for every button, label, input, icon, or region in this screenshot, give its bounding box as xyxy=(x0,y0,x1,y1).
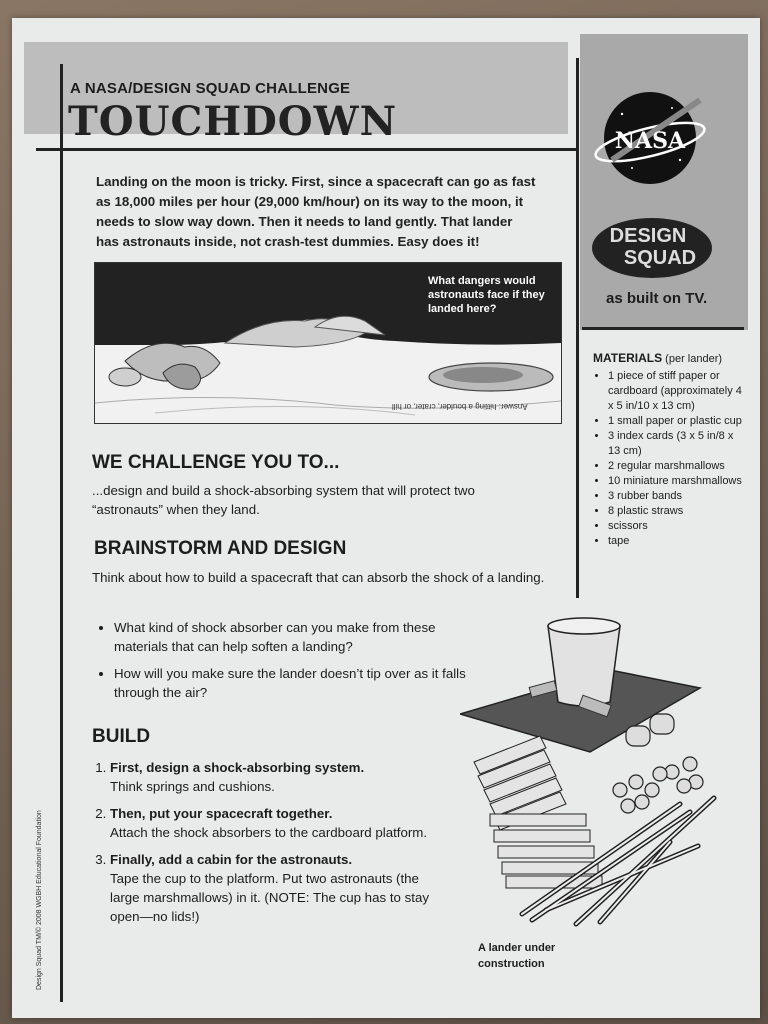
materials-item: • 8 plastic straws xyxy=(608,504,743,519)
build-step xyxy=(110,758,440,796)
nasa-logo xyxy=(592,90,712,186)
challenge-heading: WE CHALLENGE YOU TO... xyxy=(92,452,340,473)
column-rule xyxy=(576,58,579,598)
header-kicker: A NASA/DESIGN SQUAD CHALLENGE xyxy=(70,80,351,97)
materials-box xyxy=(593,351,743,549)
challenge-text: ...design and build a shock-absorbing system that will protect two “astronauts” when they land. xyxy=(92,483,475,517)
lander-caption: A lander under construction xyxy=(478,942,556,970)
design-squad-logo xyxy=(590,212,720,284)
left-rule xyxy=(60,64,63,1002)
list-item: • How will you make sure the lander doesn’t tip over as it falls through the air? xyxy=(114,664,474,702)
intro-paragraph: Landing on the moon is tricky. First, since a spacecraft can go as fast as 18,000 miles per hour (29,000 km/hour) on its way to the moon, it needs to slow way down. Then it needs to land gently. That lander has astronauts inside, not crash-test dummies. Easy does it! xyxy=(96,174,536,249)
materials-item: • 1 small paper or plastic cup xyxy=(608,414,743,429)
illustration-question: What dangers would astronauts face if they landed here? xyxy=(428,275,545,315)
materials-list xyxy=(593,369,743,549)
materials-item: • tape xyxy=(608,534,743,549)
as-built-on-tv: as built on TV. xyxy=(606,290,708,307)
materials-item: • 3 index cards (3 x 5 in/8 x 13 cm) xyxy=(608,429,743,459)
build-step-title: 3. Finally, add a cabin for the astronauts. xyxy=(110,852,353,867)
svg-text:SQUAD: SQUAD xyxy=(623,247,697,269)
materials-item: • scissors xyxy=(608,519,743,534)
build-step-text: Tape the cup to the platform. Put two astronauts (the large marshmallows) in it. (NOTE: The cup has to stay open—no lids!) xyxy=(110,871,429,924)
build-heading: BUILD xyxy=(92,726,151,747)
build-step-text: Think springs and cushions. xyxy=(110,779,275,794)
svg-text:NASA: NASA xyxy=(614,128,686,154)
build-step-title: 1. First, design a shock-absorbing system. xyxy=(110,760,365,775)
illustration-answer: Answer: hitting a boulder, crater, or hill xyxy=(392,402,528,411)
brainstorm-text: Think about how to build a spacecraft that can absorb the shock of a landing. xyxy=(92,570,545,585)
brainstorm-list xyxy=(96,618,474,710)
build-step xyxy=(110,804,440,842)
materials-item: • 10 miniature marshmallows xyxy=(608,474,743,489)
build-step xyxy=(110,850,440,926)
build-step-text: Attach the shock absorbers to the cardboard platform. xyxy=(110,825,428,840)
materials-note: (per lander) xyxy=(665,353,723,365)
page-title: TOUCHDOWN xyxy=(68,98,398,145)
lander-illustration xyxy=(460,614,720,938)
materials-item: • 2 regular marshmallows xyxy=(608,459,743,474)
right-column-rule xyxy=(582,327,744,330)
build-step-title: 2. Then, put your spacecraft together. xyxy=(110,806,333,821)
materials-item: • 1 piece of stiff paper or cardboard (approximately 4 x 5 in/10 x 13 cm) xyxy=(608,369,743,414)
brainstorm-heading: BRAINSTORM AND DESIGN xyxy=(94,538,347,559)
copyright-note: Design Squad TM/© 2008 WGBH Educational Foundation xyxy=(36,810,43,990)
header-rule xyxy=(36,148,576,151)
materials-item: • 3 rubber bands xyxy=(608,489,743,504)
materials-heading: MATERIALS xyxy=(593,351,663,365)
build-steps xyxy=(90,758,440,934)
list-item: • What kind of shock absorber can you make from these materials that can help soften a landing? xyxy=(114,618,474,656)
svg-text:DESIGN: DESIGN xyxy=(609,225,687,247)
